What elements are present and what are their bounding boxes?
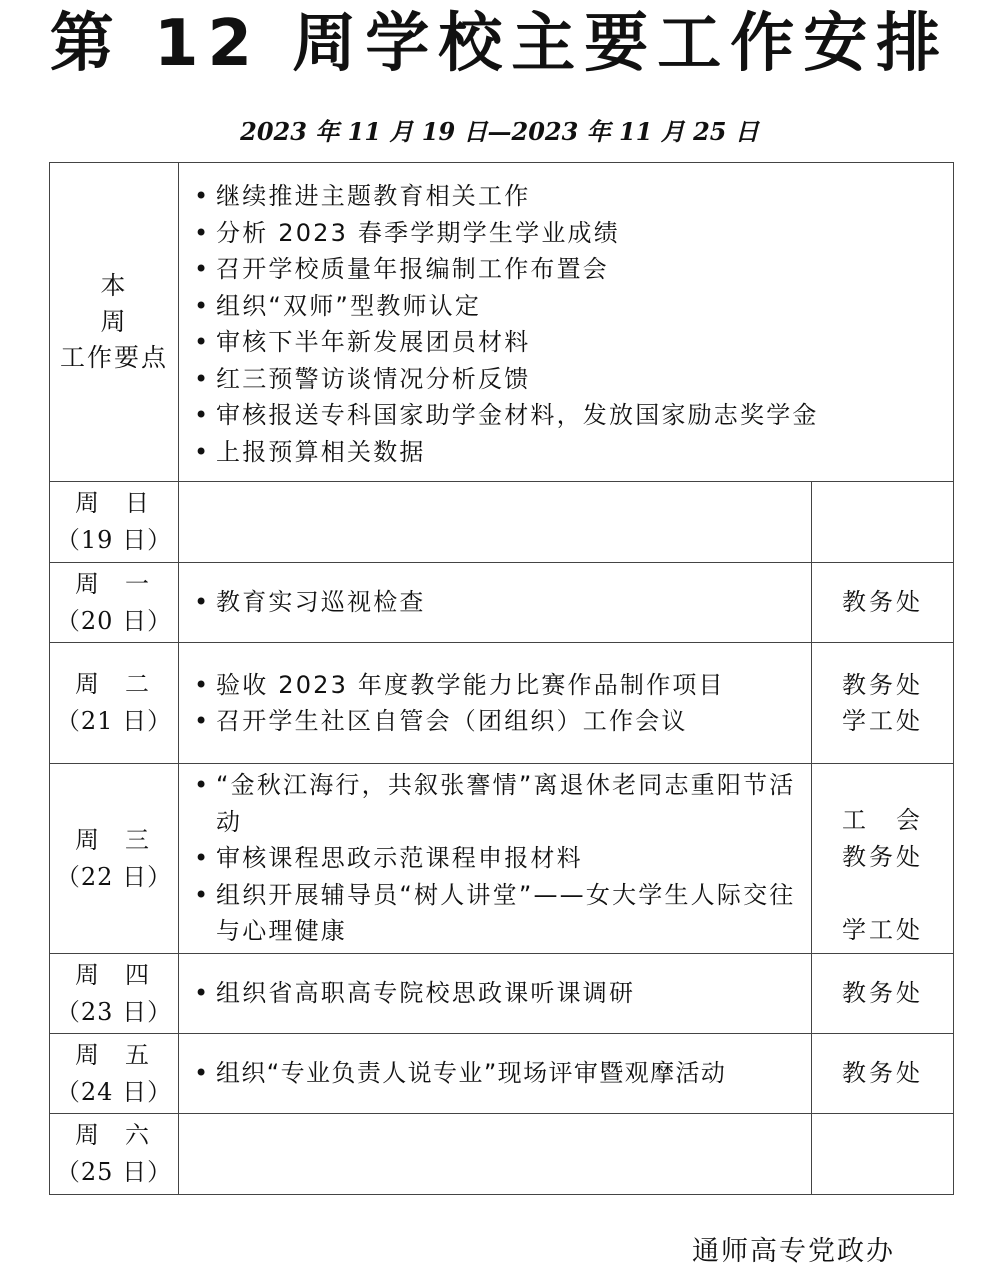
key-point-item: • 上报预算相关数据 bbox=[192, 434, 947, 471]
day-label bbox=[50, 764, 179, 954]
day-label bbox=[50, 954, 179, 1034]
key-points-list bbox=[179, 178, 953, 470]
day-dept-cell bbox=[812, 482, 954, 563]
day-items-list bbox=[179, 975, 811, 1012]
date-range: 2023 年 11 月 19 日—2023 年 11 月 25 日 bbox=[240, 117, 759, 146]
key-point-item: • 审核报送专科国家助学金材料，发放国家励志奖学金 bbox=[192, 397, 947, 434]
day-date: （20 日） bbox=[55, 606, 173, 635]
day-name: 周一 bbox=[75, 569, 175, 598]
key-points-label-line2: 工作要点 bbox=[59, 343, 168, 372]
day-date: （24 日） bbox=[55, 1077, 173, 1106]
dept-label: 工 会 bbox=[842, 806, 923, 834]
key-points-row bbox=[50, 163, 954, 482]
dept-label: 教务处 bbox=[842, 979, 923, 1008]
day-item: • 验收 2023 年度教学能力比赛作品制作项目 bbox=[192, 667, 805, 704]
key-point-item: • 审核下半年新发展团员材料 bbox=[192, 324, 947, 361]
dept-label: 学工处 bbox=[842, 915, 923, 944]
day-date: （23 日） bbox=[55, 997, 173, 1026]
day-name: 周二 bbox=[75, 670, 175, 698]
dept-label: 教务处 bbox=[842, 1059, 923, 1088]
issuer-footer: 通师高专党政办 bbox=[692, 1236, 895, 1267]
key-point-item: • 召开学校质量年报编制工作布置会 bbox=[192, 251, 947, 288]
day-row-tuesday bbox=[50, 643, 954, 764]
dept-label: 教务处 bbox=[842, 670, 923, 699]
day-row-wednesday bbox=[50, 764, 954, 954]
day-label bbox=[50, 1114, 179, 1195]
day-row-thursday bbox=[50, 954, 954, 1034]
schedule-table bbox=[49, 162, 954, 1195]
day-items-list bbox=[179, 767, 811, 950]
day-item: • 审核课程思政示范课程申报材料 bbox=[192, 840, 805, 877]
day-name: 周四 bbox=[75, 960, 175, 989]
key-point-item: • 继续推进主题教育相关工作 bbox=[192, 178, 947, 215]
day-name: 周六 bbox=[75, 1121, 175, 1149]
day-row-sunday bbox=[50, 482, 954, 563]
day-date: （19 日） bbox=[55, 526, 173, 554]
day-name: 周日 bbox=[75, 489, 175, 517]
day-row-monday bbox=[50, 563, 954, 643]
day-item: • 组织省高职高专院校思政课听课调研 bbox=[192, 975, 805, 1012]
dept-label: 教务处 bbox=[842, 588, 923, 617]
key-point-item: • 组织“双师”型教师认定 bbox=[192, 288, 947, 325]
day-label bbox=[50, 1034, 179, 1114]
day-item: • 召开学生社区自管会（团组织）工作会议 bbox=[192, 703, 805, 740]
day-dept-cell bbox=[812, 643, 954, 764]
day-row-saturday bbox=[50, 1114, 954, 1195]
day-items-list bbox=[179, 584, 811, 621]
day-dept-cell bbox=[812, 1034, 954, 1114]
key-points-label-line1: 本周 bbox=[100, 271, 178, 336]
key-point-item: • 红三预警访谈情况分析反馈 bbox=[192, 361, 947, 398]
dept-label: 学工处 bbox=[842, 707, 923, 735]
day-date: （22 日） bbox=[55, 862, 173, 891]
day-item: • 组织“专业负责人说专业”现场评审暨观摩活动 bbox=[192, 1055, 805, 1092]
day-label bbox=[50, 643, 179, 764]
day-label bbox=[50, 482, 179, 563]
day-dept-cell bbox=[812, 764, 954, 954]
day-items-cell bbox=[179, 482, 812, 563]
day-date: （25 日） bbox=[55, 1158, 173, 1186]
day-item: • 教育实习巡视检查 bbox=[192, 584, 805, 621]
day-name: 周五 bbox=[75, 1040, 175, 1069]
day-label bbox=[50, 563, 179, 643]
day-item: • “金秋江海行，共叙张謇情”离退休老同志重阳节活动 bbox=[192, 767, 805, 840]
day-items-list bbox=[179, 1055, 811, 1092]
day-dept-cell bbox=[812, 954, 954, 1034]
day-dept-cell bbox=[812, 1114, 954, 1195]
day-name: 周三 bbox=[75, 825, 175, 854]
day-items-cell bbox=[179, 1114, 812, 1195]
dept-label: 教务处 bbox=[842, 842, 923, 871]
day-date: （21 日） bbox=[55, 707, 173, 735]
page-title: 第 12 周学校主要工作安排 bbox=[49, 7, 950, 81]
key-point-item: • 分析 2023 春季学期学生学业成绩 bbox=[192, 215, 947, 252]
key-points-label bbox=[50, 163, 179, 482]
day-items-list bbox=[179, 667, 811, 740]
day-item: • 组织开展辅导员“树人讲堂”——女大学生人际交往与心理健康 bbox=[192, 877, 805, 950]
day-dept-cell bbox=[812, 563, 954, 643]
day-row-friday bbox=[50, 1034, 954, 1114]
